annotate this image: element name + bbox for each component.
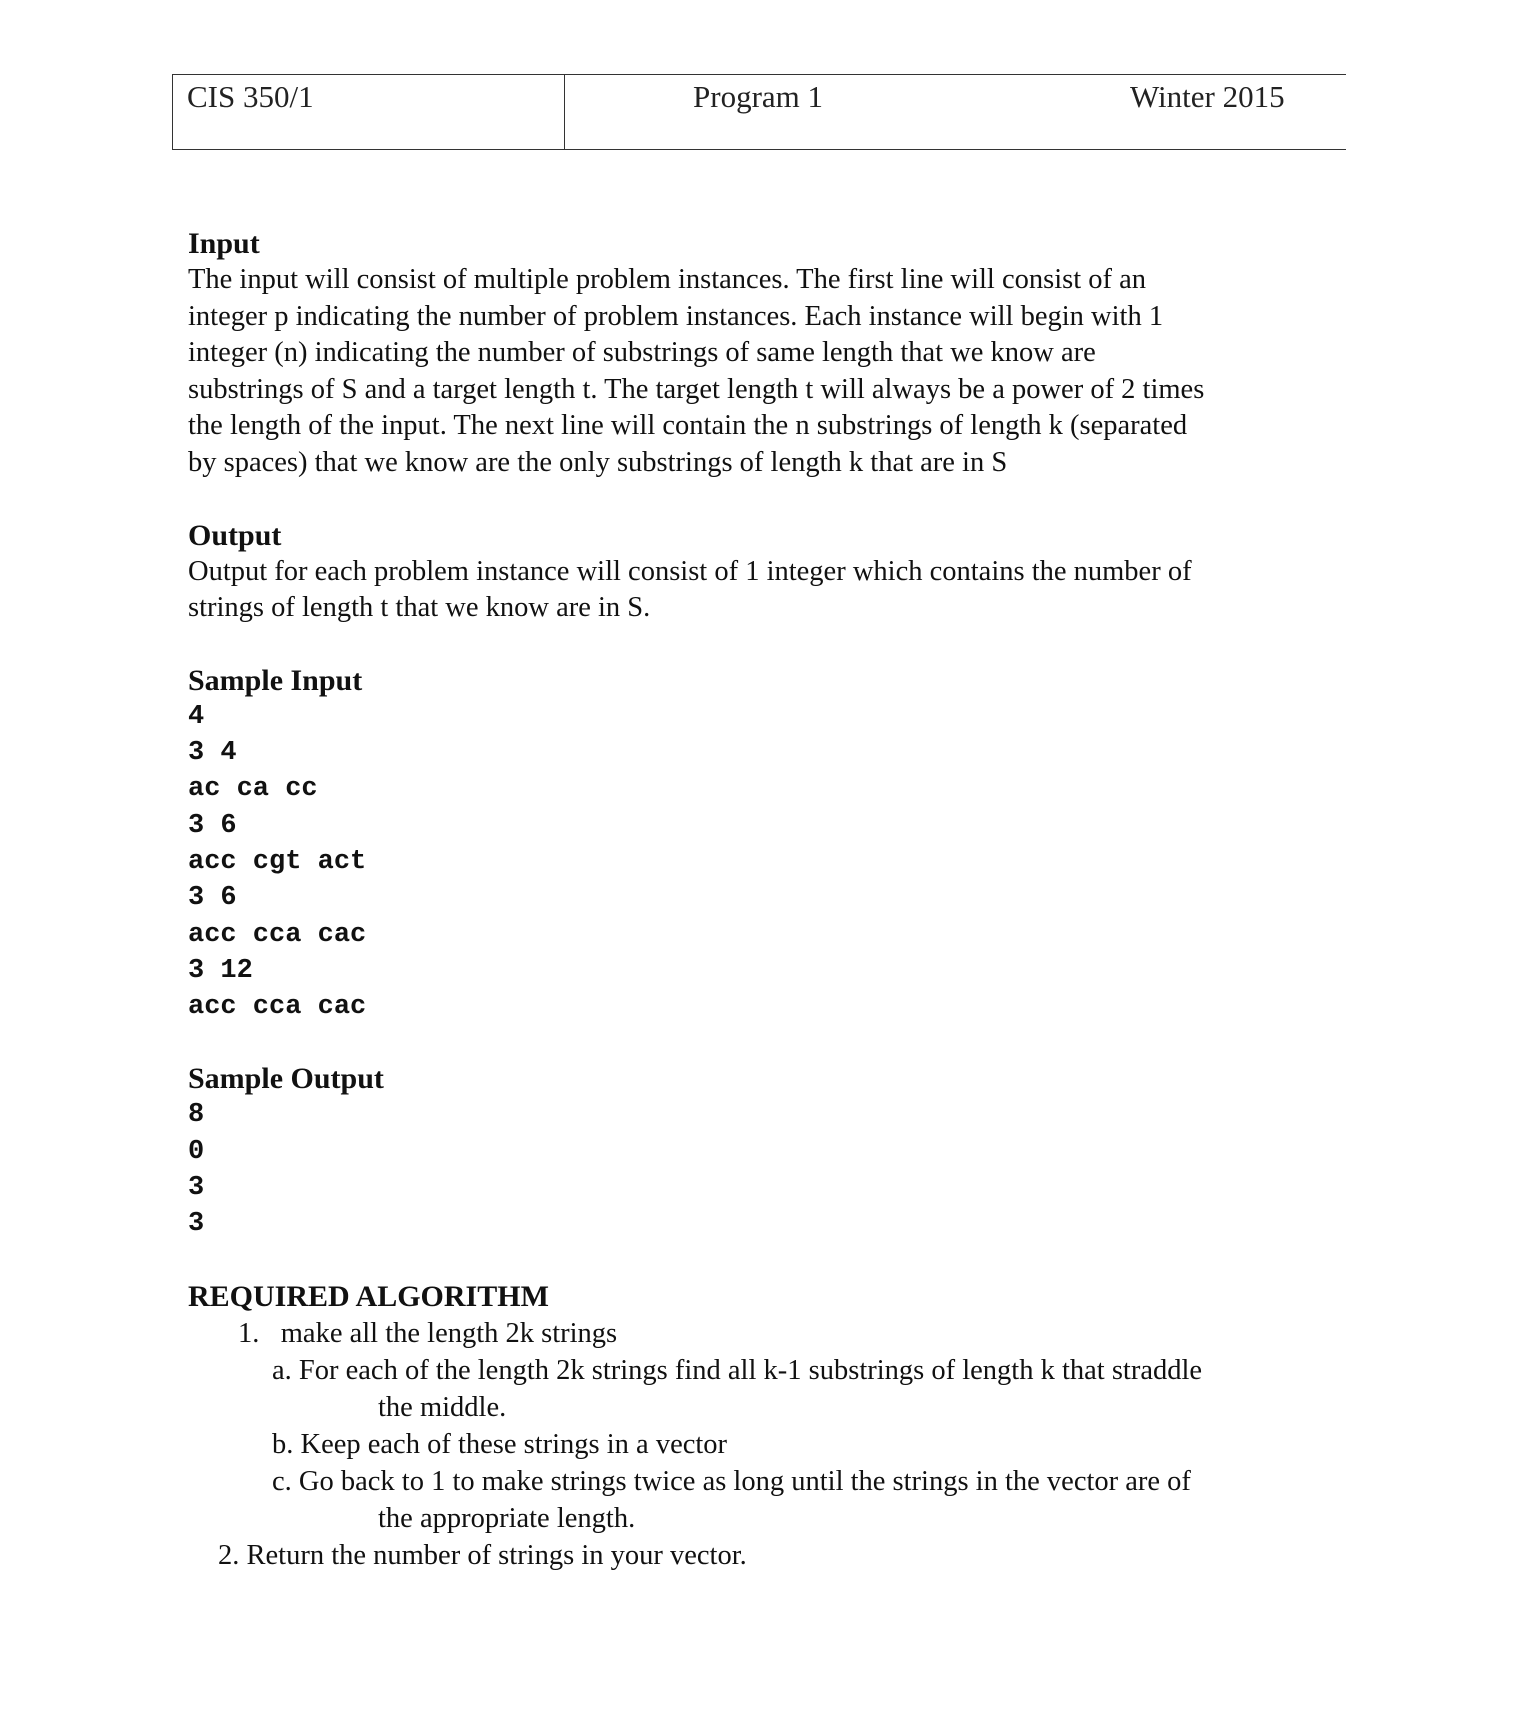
sample-output-block [188, 1097, 1338, 1242]
algorithm-step-1a [188, 1352, 1338, 1389]
output-line: strings of length t that we know are in S. [188, 592, 651, 624]
input-heading: Input [188, 227, 260, 260]
algorithm-step-1a-cont: the middle. [378, 1391, 507, 1423]
algorithm-heading: REQUIRED ALGORITHM [188, 1279, 549, 1313]
step-number: 1. [238, 1317, 260, 1349]
algorithm-list [188, 1315, 1338, 1574]
program-label: Program 1 [693, 79, 824, 114]
substep-text: Keep each of these strings in a vector [300, 1428, 728, 1460]
sample-output-line: 8 [188, 1100, 205, 1131]
output-description [188, 554, 1338, 627]
sample-output-line: 3 [188, 1173, 205, 1204]
sample-input-line: ac ca cc [188, 774, 318, 805]
substep-text: Go back to 1 to make strings twice as long until the strings in the vector are of [298, 1465, 1191, 1497]
sample-input-line: acc cca cac [188, 992, 367, 1023]
step-text: make all the length 2k strings [280, 1317, 618, 1349]
substep-label: b. [272, 1428, 294, 1460]
substep-text: For each of the length 2k strings find all k-1 substrings of length k that straddle [298, 1354, 1203, 1386]
sample-input-line: acc cgt act [188, 846, 367, 877]
substep-label: c. [272, 1465, 292, 1497]
input-description [188, 262, 1338, 482]
input-line: integer p indicating the number of problem instances. Each instance will begin with 1 [188, 300, 1164, 332]
output-heading: Output [188, 518, 282, 552]
input-line: substrings of S and a target length t. The target length t will always be a power of 2 times [188, 373, 1205, 405]
sample-input-line: 3 4 [188, 738, 237, 769]
sample-input-heading: Sample Input [188, 663, 363, 697]
document-header [172, 74, 1346, 150]
sample-input-line: 3 6 [188, 810, 237, 841]
sample-output-heading: Sample Output [188, 1062, 384, 1096]
algorithm-step-1b [188, 1426, 1338, 1463]
term-label: Winter 2015 [1130, 79, 1285, 114]
header-divider [564, 75, 565, 149]
sample-output-line: 0 [188, 1136, 205, 1167]
algorithm-step-1 [188, 1315, 1338, 1352]
output-line: Output for each problem instance will consist of 1 integer which contains the number of [188, 555, 1192, 587]
algorithm-step-2: 2. Return the number of strings in your vector. [218, 1539, 747, 1571]
input-line: integer (n) indicating the number of substrings of same length that we know are [188, 337, 1096, 369]
input-line: The input will consist of multiple problem instances. The first line will consist of an [188, 264, 1147, 295]
sample-input-line: 3 6 [188, 883, 237, 914]
sample-input-line: 4 [188, 701, 205, 732]
sample-output-line: 3 [188, 1209, 205, 1240]
document-body [188, 226, 1338, 1574]
substep-label: a. [272, 1354, 292, 1386]
algorithm-step-1c [188, 1463, 1338, 1500]
input-line: the length of the input. The next line will contain the n substrings of length k (separated [188, 410, 1188, 442]
sample-input-line: 3 12 [188, 955, 253, 986]
course-label: CIS 350/1 [187, 79, 314, 114]
sample-input-block [188, 699, 1338, 1026]
input-line: by spaces) that we know are the only substrings of length k that are in S [188, 446, 1008, 478]
sample-input-line: acc cca cac [188, 919, 367, 950]
algorithm-step-1c-cont: the appropriate length. [378, 1502, 636, 1534]
